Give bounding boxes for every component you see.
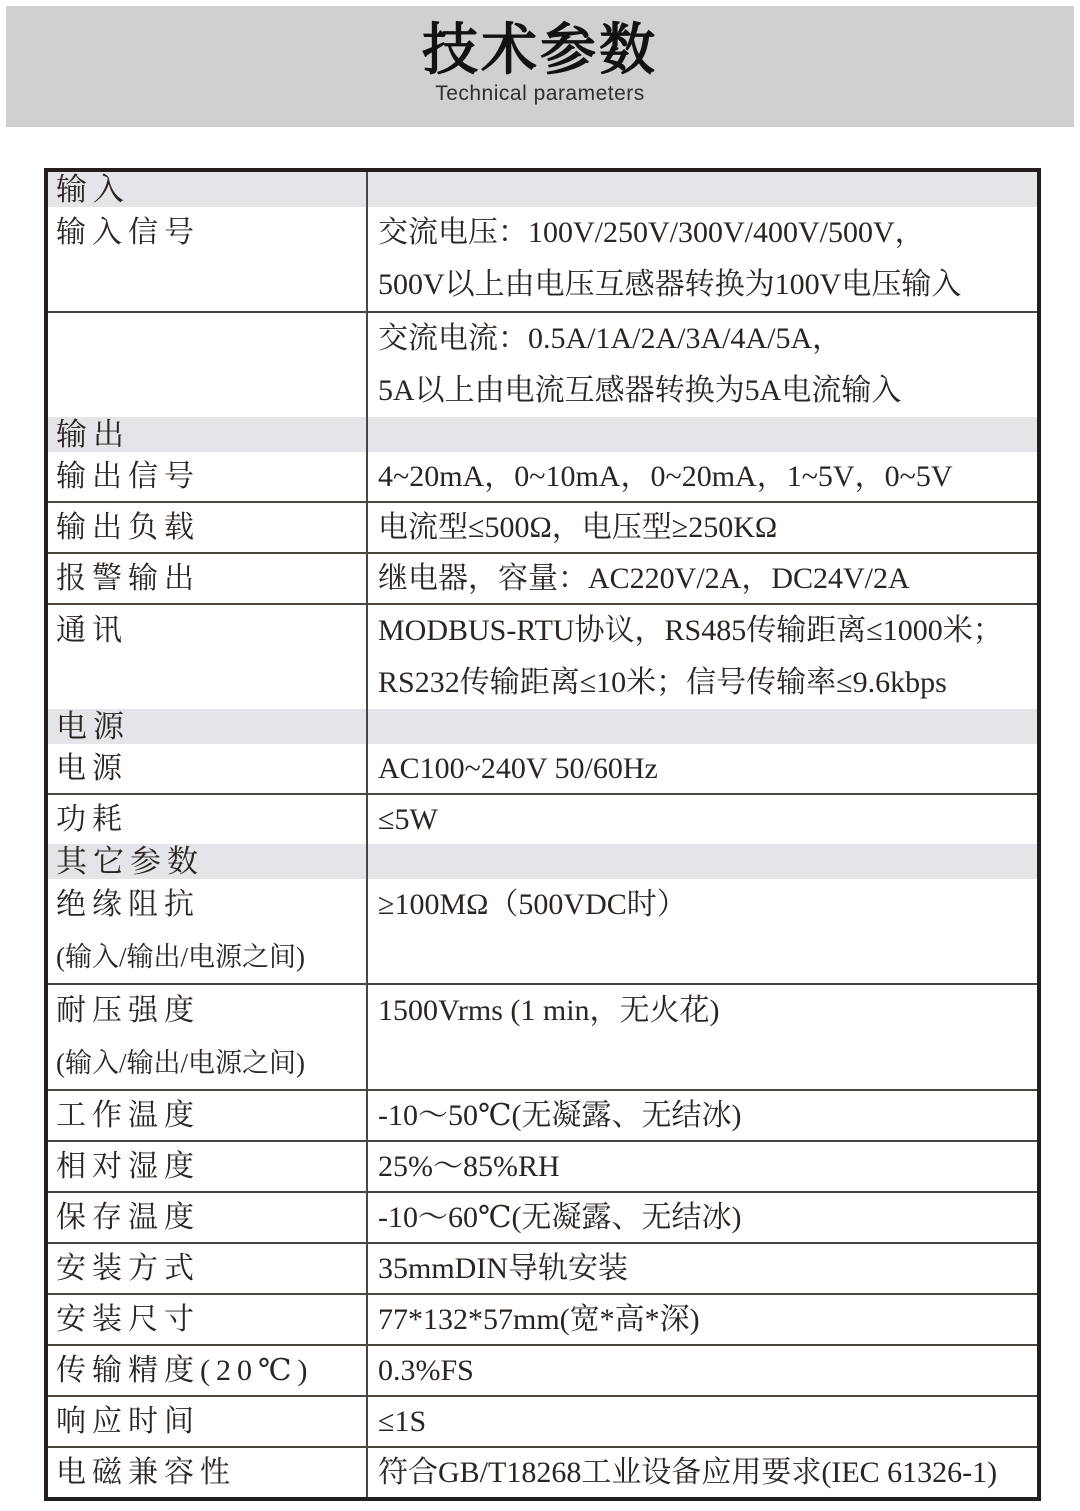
row-value-line: 0.3%FS (378, 1354, 474, 1387)
row-label: 传输精度(20℃) (56, 1354, 314, 1387)
row-value-cell (366, 1193, 1037, 1242)
page-title: 技术参数 (422, 18, 658, 81)
row-value-cell (366, 1346, 1037, 1395)
row-label-cell (48, 1193, 366, 1242)
table-row (48, 207, 1037, 311)
section-label: 输出 (56, 417, 130, 452)
row-value-line: 25%～85%RH (378, 1150, 560, 1183)
table-row (48, 311, 1037, 417)
row-label-cell (48, 417, 366, 452)
spec-table (44, 168, 1041, 1501)
row-value-line: ≥100MΩ（500VDC时） (378, 888, 687, 921)
row-label-cell (48, 844, 366, 879)
row-label-cell (48, 879, 366, 983)
row-label-cell (48, 1091, 366, 1140)
row-label: 安装尺寸 (56, 1303, 200, 1336)
table-row (48, 1140, 1037, 1191)
row-label-cell (48, 605, 366, 709)
row-value-cell (366, 554, 1037, 603)
row-value-line: MODBUS-RTU协议，RS485传输距离≤1000米； (378, 614, 1003, 647)
row-value-line: 电流型≤500Ω，电压型≥250KΩ (378, 511, 778, 544)
row-value-line: 继电器，容量：AC220V/2A，DC24V/2A (378, 562, 910, 595)
row-label: 输入信号 (56, 216, 200, 249)
row-value-line: -10～60℃(无凝露、无结冰) (378, 1201, 742, 1234)
row-label-cell (48, 744, 366, 793)
table-row (48, 983, 1037, 1089)
row-value-line: 4~20mA，0~10mA，0~20mA，1~5V，0~5V (378, 460, 953, 493)
row-value-line: 1500Vrms (1 min，无火花) (378, 994, 720, 1027)
row-label: 工作温度 (56, 1099, 200, 1132)
section-row (48, 709, 1037, 744)
row-label: 响应时间 (56, 1405, 200, 1438)
row-value-cell (366, 1142, 1037, 1191)
row-label: 输出信号 (56, 460, 200, 493)
row-value-line: 35mmDIN导轨安装 (378, 1252, 628, 1285)
row-label-cell (48, 709, 366, 744)
page-subtitle: Technical parameters (435, 82, 645, 105)
row-value-line: 5A以上由电流互感器转换为5A电流输入 (378, 374, 902, 407)
row-label: 输出负载 (56, 511, 200, 544)
row-label: 保存温度 (56, 1201, 200, 1234)
row-label-cell (48, 207, 366, 311)
row-label-cell (48, 554, 366, 603)
row-label: 绝缘阻抗 (56, 888, 200, 921)
row-label-cell (48, 172, 366, 207)
row-value-cell (366, 207, 1037, 311)
table-row (48, 603, 1037, 709)
row-label-cell (48, 1397, 366, 1446)
row-value-line: ≤1S (378, 1405, 427, 1438)
table-row (48, 1395, 1037, 1446)
row-value-cell (366, 605, 1037, 709)
table-row (48, 744, 1037, 793)
section-label: 输入 (56, 172, 130, 207)
row-value-cell (366, 985, 1037, 1089)
row-value-cell (366, 313, 1037, 417)
row-value-line: ≤5W (378, 803, 438, 836)
table-row (48, 501, 1037, 552)
table-row (48, 1446, 1037, 1497)
table-row (48, 1344, 1037, 1395)
row-value-line: RS232传输距离≤10米；信号传输率≤9.6kbps (378, 666, 947, 699)
row-label-note: (输入/输出/电源之间) (56, 942, 305, 972)
section-row (48, 417, 1037, 452)
row-value-cell (366, 172, 1037, 207)
row-value-cell (366, 844, 1037, 879)
row-value-line: -10～50℃(无凝露、无结冰) (378, 1099, 742, 1132)
section-row (48, 172, 1037, 207)
row-label-cell (48, 1142, 366, 1191)
row-value-cell (366, 795, 1037, 844)
row-label-cell (48, 503, 366, 552)
row-value-cell (366, 1091, 1037, 1140)
table-row (48, 1089, 1037, 1140)
row-label: 通讯 (56, 614, 128, 647)
row-value-cell (366, 1244, 1037, 1293)
row-label-note: (输入/输出/电源之间) (56, 1048, 305, 1078)
section-label: 电源 (56, 709, 130, 744)
table-row (48, 1191, 1037, 1242)
row-value-line: 交流电压：100V/250V/300V/400V/500V， (378, 216, 925, 249)
row-value-cell (366, 879, 1037, 983)
row-value-line: 符合GB/T18268工业设备应用要求(IEC 61326-1) (378, 1456, 998, 1489)
row-value-line: AC100~240V 50/60Hz (378, 752, 658, 785)
row-value-cell (366, 452, 1037, 501)
row-label-cell (48, 1295, 366, 1344)
table-row (48, 1242, 1037, 1293)
row-label: 电磁兼容性 (56, 1456, 236, 1489)
row-label: 报警输出 (56, 562, 200, 595)
row-value-cell (366, 1448, 1037, 1497)
table-row (48, 552, 1037, 603)
row-label-cell (48, 452, 366, 501)
row-label: 安装方式 (56, 1252, 200, 1285)
table-row (48, 793, 1037, 844)
table-row (48, 1293, 1037, 1344)
row-label-cell (48, 1346, 366, 1395)
section-label: 其它参数 (56, 844, 204, 879)
row-label: 耐压强度 (56, 994, 200, 1027)
row-label-cell (48, 985, 366, 1089)
row-value-line: 77*132*57mm(宽*高*深) (378, 1303, 700, 1336)
row-value-cell (366, 744, 1037, 793)
row-value-cell (366, 709, 1037, 744)
header-band (6, 6, 1074, 127)
row-value-line: 交流电流：0.5A/1A/2A/3A/4A/5A， (378, 322, 843, 355)
row-value-cell (366, 503, 1037, 552)
row-label: 功耗 (56, 803, 128, 836)
row-label-cell (48, 1244, 366, 1293)
row-value-cell (366, 417, 1037, 452)
row-label-cell (48, 795, 366, 844)
row-value-line: 500V以上由电压互感器转换为100V电压输入 (378, 268, 962, 301)
section-row (48, 844, 1037, 879)
row-value-cell (366, 1295, 1037, 1344)
row-value-cell (366, 1397, 1037, 1446)
row-label-cell (48, 313, 366, 417)
table-row (48, 879, 1037, 983)
table-row (48, 452, 1037, 501)
row-label: 相对湿度 (56, 1150, 200, 1183)
row-label-cell (48, 1448, 366, 1497)
row-label: 电源 (56, 752, 128, 785)
